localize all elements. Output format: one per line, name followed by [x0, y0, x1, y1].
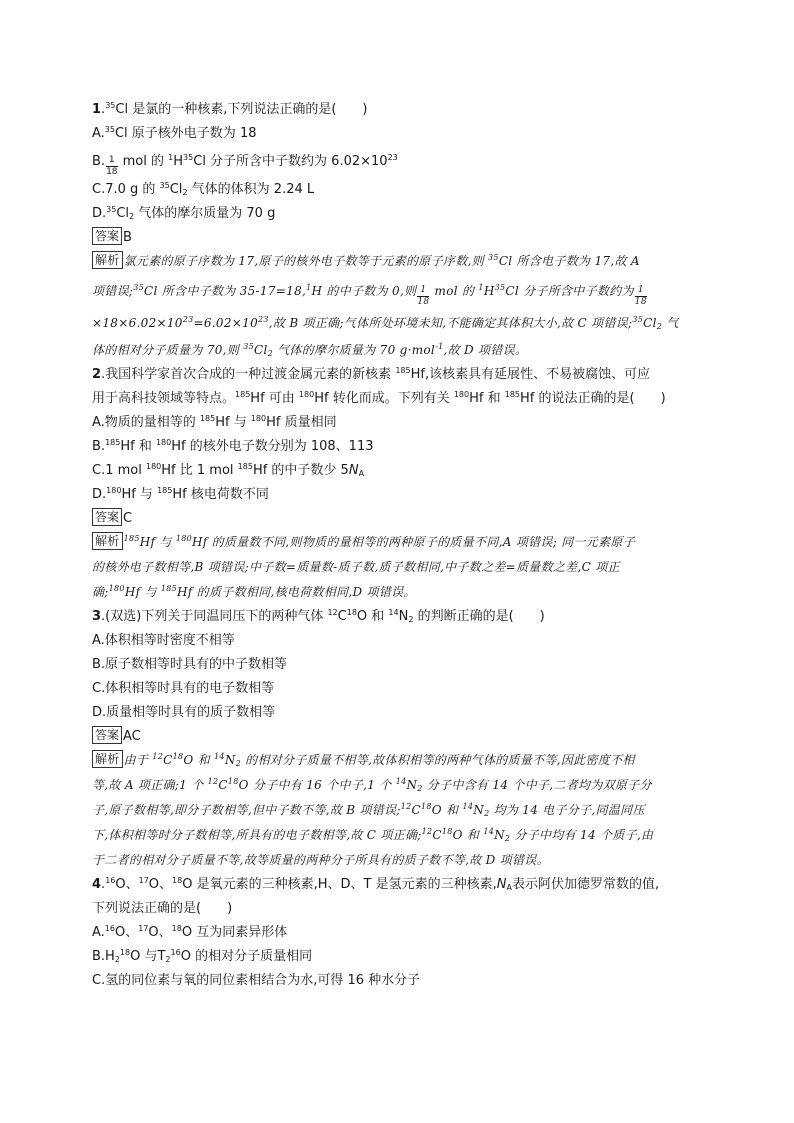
q3-explanation: [92, 748, 706, 873]
answer-value: B: [123, 230, 132, 245]
question-4-stem-cont: 下列说法正确的是( ): [92, 901, 233, 916]
q4-option-a: A.$^{16}$O、$^{17}$O、$^{18}$O 互为同素异形体: [92, 924, 288, 940]
q2-option-d: D.$^{180}$Hf 与 $^{185}$Hf 核电荷数不同: [92, 486, 269, 502]
question-1-stem: 1.35Cl 是氯的一种核素,下列说法正确的是( ): [92, 101, 368, 117]
expl-line: 等,故 A 项正确;1 个 $^{12}C^{18}O$ 分子中有 16 个中子,1 个 $^{14}N_2$ 分子中含有 14 个中子,二者均为双原子分: [92, 777, 652, 793]
expl-line: 于二者的相对分子质量不等,故等质量的两种分子所具有的质子数不等,故 D 项错误。: [92, 853, 549, 867]
expl-line: 解析 氯元素的原子序数为 17,原子的核外电子数等于元素的原子序数,则 $^{35}$Cl 所含电子数为 17,故 A: [92, 249, 706, 274]
question-number: 1: [92, 102, 102, 117]
expl-line: 的核外电子数相等,B 项错误;中子数=质量数-质子数,质子数相同,中子数之差=质量数之差,C 项正: [92, 560, 620, 574]
q3-answer: [92, 726, 706, 748]
question-number: 2: [92, 367, 102, 382]
expl-line: $\times 18\times 6.02\times 10^{23}=6.02\times 10^{23}$,故 B 项正确;气体所处环境未知,不能确定其体积大小,故 C 项错误$;^{35}Cl_2$ 气: [92, 315, 679, 331]
question-number: 3: [92, 609, 102, 624]
expl-line: 子,原子数相等,即分子数相等,但中子数不等,故 B 项错误$;^{12}C^{18}O$ 和 $^{14}N_2$ 均为 14 电子分子,同温同压: [92, 802, 645, 818]
q2-option-b: B.$^{185}$Hf 和 $^{180}$Hf 的核外电子数分别为 108、113: [92, 438, 374, 454]
answer-tag: 答案: [92, 726, 122, 744]
q1-explanation: [92, 249, 706, 363]
explanation-tag: 解析: [92, 532, 123, 550]
q3-option-a: A.体积相等时密度不相等: [92, 633, 235, 648]
expl-line: 解析 $^{185}$Hf 与 $^{180}$Hf 的质量数不同,则物质的量相等的两种原子的质量不同,A 项错误; 同一元素原子: [92, 530, 706, 555]
explanation-tag: 解析: [92, 251, 123, 269]
question-2: [92, 363, 706, 605]
question-1: [92, 98, 706, 363]
question-4-stem: 4.16O、$^{17}$O、$^{18}$O 是氧元素的三种核素,H、D、T 是氢元素的三种核素$,N_A$表示阿伏加德罗常数的值,: [92, 876, 660, 892]
expl-line: 解析 由于 $^{12}C^{18}O$ 和 $^{14}N_2$ 的相对分子质量不相等,故体积相等的两种气体的质量不等,因此密度不相: [92, 748, 706, 773]
q2-answer: [92, 508, 706, 530]
expl-line: 体的相对分子质量为 70,则 $^{35}Cl_2$ 气体的摩尔质量为 70 g·mol$^{-1}$,故 D 项错误。: [92, 342, 528, 358]
expl-line: 确;$^{180}$Hf 与 $^{185}$Hf 的质子数相同,核电荷数相同,D 项错误。: [92, 584, 416, 599]
answer-tag: 答案: [92, 508, 122, 526]
question-2-stem-cont: 用于高科技领域等特点。$^{185}$Hf 可由 $^{180}$Hf 转化而成。下列有关 $^{180}$Hf 和 $^{185}$Hf 的说法正确的是( ): [92, 390, 666, 406]
question-number: 4: [92, 877, 102, 892]
answer-value: AC: [123, 729, 141, 744]
expl-line: 下,体积相等时分子数相等,所具有的电子数相等,故 C 项正确$;^{12}C^{18}O$ 和 $^{14}N_2$ 分子中均有 14 个质子,由: [92, 827, 654, 843]
q1-option-b: B. $\frac{1}{18}$ mol 的 $^1H^{35}Cl$ 分子所含中子数约为 $6.02\times 10^{23}$: [92, 153, 398, 177]
q2-option-c: C.1 mol $^{180}$Hf 比 1 mol $^{185}$Hf 的中子数少 $5N_A$: [92, 462, 365, 478]
question-2-stem: 2.我国科学家首次合成的一种过渡金属元素的新核素 $^{185}$Hf,该核素具有延展性、不易被腐蚀、可应: [92, 366, 651, 382]
q1-answer: [92, 227, 706, 249]
explanation-tag: 解析: [92, 750, 123, 768]
q4-option-c: C.氢的同位素与氧的同位素相结合为水,可得 16 种水分子: [92, 973, 421, 988]
expl-line: 项错误;$^{35}$Cl 所含中子数为 35-17=18,$^1$H 的中子数为 0,则 $\frac{1}{18}$ mol 的 $^1H^{35}Cl$ 分子所含中子数约为 $\frac{1}{18}$: [92, 283, 647, 307]
question-3-stem: 3.(双选)下列关于同温同压下的两种气体 $^{12}C^{18}O$ 和 $^{14}N_2$ 的判断正确的是( ): [92, 608, 545, 624]
q1-option-a: A.$^{35}$Cl 原子核外电子数为 18: [92, 125, 257, 141]
question-4: [92, 873, 706, 993]
answer-tag: 答案: [92, 227, 122, 245]
q3-option-b: B.原子数相等时具有的中子数相等: [92, 657, 288, 672]
q2-explanation: [92, 530, 706, 605]
q3-option-d: D.质量相等时具有的质子数相等: [92, 705, 276, 720]
q2-option-a: A.物质的量相等的 $^{185}$Hf 与 $^{180}$Hf 质量相同: [92, 414, 337, 430]
q1-option-d: $D.^{35}Cl_2$ 气体的摩尔质量为 70 g: [92, 205, 276, 221]
document-page: [92, 98, 706, 993]
q1-option-c: C.7.0 g 的 $^{35}Cl_2$ 气体的体积为 2.24 L: [92, 181, 315, 197]
question-3: [92, 605, 706, 873]
q4-option-b: $B.H_2^{18}O$ 与$T_2^{16}O$ 的相对分子质量相同: [92, 948, 313, 964]
q3-option-c: C.体积相等时具有的电子数相等: [92, 681, 275, 696]
answer-value: C: [123, 511, 133, 526]
